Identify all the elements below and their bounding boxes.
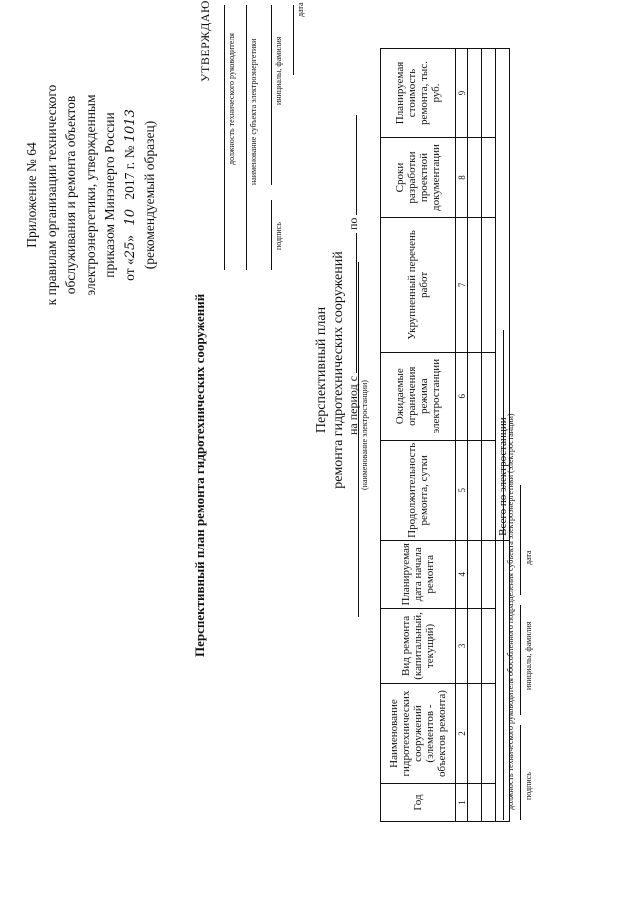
table-cell [468,783,482,821]
table-cell [468,540,482,608]
table-cell [482,540,496,608]
handwritten-order-number: 1013 [122,109,138,143]
appendix-line: обслуживания и ремонта объектов [63,95,78,295]
footer-caption-signature: подпись [524,772,533,800]
table-row [482,49,496,822]
appendix-number: Приложение № 64 [24,142,39,248]
column-number: 4 [456,540,468,608]
period-line: на период с по [346,115,361,435]
table-cell [468,684,482,784]
recommended-sample: (рекомендуемый образец) [142,120,157,270]
approval-word: УТВЕРЖДАЮ [198,0,212,82]
appendix-line: электроэнергетики, утвержденным [82,94,98,296]
footer-signature-line [520,605,521,715]
column-number: 2 [456,684,468,784]
header-design-deadlines: Сроки разработки проектной документации [381,137,456,217]
appendix-line: приказом Минэнерго России [102,112,117,278]
column-number: 9 [456,49,468,138]
appendix-line: к правилам организации технического [43,84,59,306]
column-number: 1 [456,783,468,821]
footer-caption-date: дата [524,550,533,565]
handwritten-day: 25 [122,241,138,259]
table-cell [468,137,482,217]
signature-line [271,5,272,185]
column-number: 8 [456,137,468,217]
column-number: 6 [456,352,468,440]
header-structure-name: Наименование гидротехнических сооружений (элементов - объектов ремонта) [381,684,456,784]
caption-name: инициалы, фамилия [274,36,283,105]
table-cell [482,440,496,540]
header-start-date: Планируемая дата начала ремонта [381,540,456,608]
table-row [468,49,482,822]
total-label: Всего по электростанции [496,49,510,541]
header-work-list: Укрупненный перечень работ [381,218,456,353]
caption-date: дата [296,2,305,17]
table-cell [482,783,496,821]
table-cell [482,137,496,217]
table-cell [468,49,482,138]
caption-signature: подпись [274,222,283,250]
signature-line [293,5,294,75]
column-number: 5 [456,440,468,540]
caption-entity: наименование субъекта электроэнергетики [249,38,258,185]
footer-signature-line [520,725,521,820]
header-repair-type: Вид ремонта (капитальный, текущий) [381,608,456,683]
footer-caption-position: должность технического руководителя обособленного подразделения субъекта электроэнергетики (электростанции) [506,413,515,810]
station-caption: (наименование электростанции) [360,380,369,490]
table-number-row [456,49,468,822]
repair-plan-table [380,48,510,822]
plan-title: Перспективный план ремонта гидротехнических сооружений [314,251,346,489]
station-name-line [358,262,359,617]
header-restrictions: Ожидаемые ограничения режима электростанции [381,352,456,440]
caption-position: должность технического руководителя [227,33,236,165]
table-header-row [381,49,456,822]
signature-line [224,5,225,270]
footer-caption-name: инициалы, фамилия [524,621,533,690]
footer-signature-line [520,485,521,595]
header-duration: Продолжительность ремонта, сутки [381,440,456,540]
table-cell [482,49,496,138]
table-cell [482,608,496,683]
signature-line [246,5,247,270]
column-number: 3 [456,608,468,683]
table-cell [468,352,482,440]
document-title: Перспективный план ремонта гидротехнических сооружений [192,293,207,657]
footer-position-line [503,330,504,820]
appendix-block [22,45,160,345]
table-cell [468,608,482,683]
period-to-blank [356,115,357,215]
table-cell [482,218,496,353]
period-from-blank [356,233,357,373]
table-cell [482,684,496,784]
header-cost: Планируемая стоимость ремонта, тыс. руб. [381,49,456,138]
column-number: 7 [456,218,468,353]
table-cell [482,352,496,440]
header-year: Год [381,783,456,821]
handwritten-month: 10 [122,209,138,226]
table-cell [468,218,482,353]
signature-line [271,200,272,270]
appendix-order-date: от «25» 10 2017 г. № 1013 [121,109,138,281]
table-cell [468,440,482,540]
